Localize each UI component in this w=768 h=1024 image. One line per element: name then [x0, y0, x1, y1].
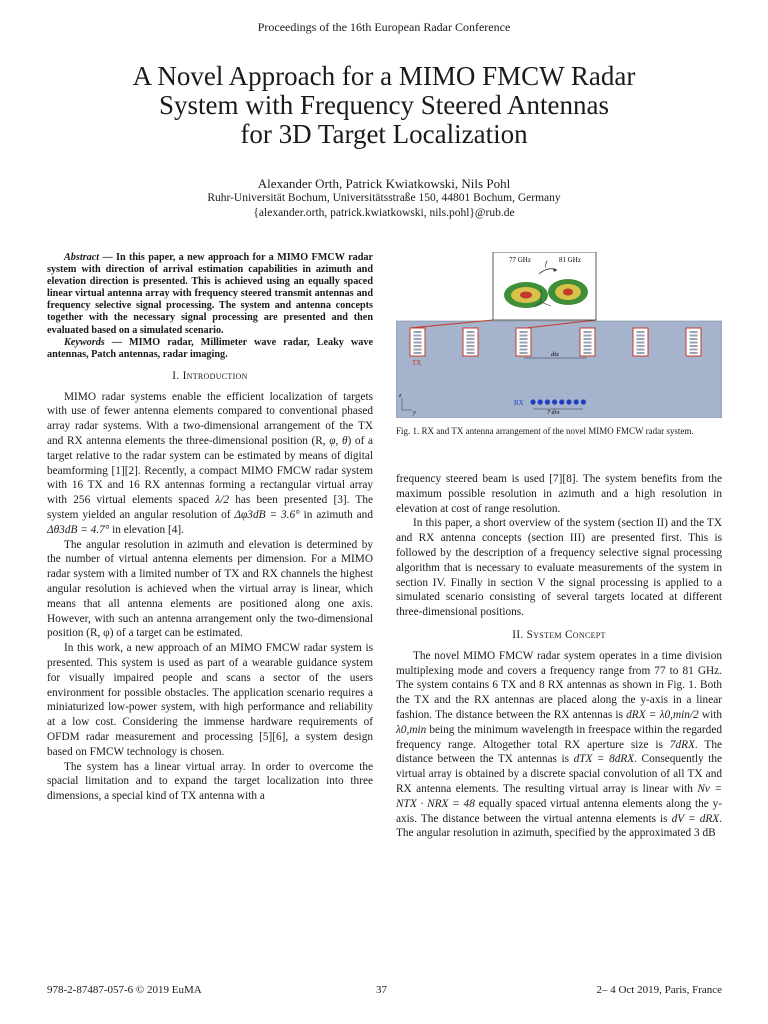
title-line-3: for 3D Target Localization [240, 119, 528, 149]
label-77ghz: 77 GHz [509, 256, 531, 264]
intro-resolution-elevation: Δθ3dB = 4.7° [47, 523, 110, 536]
label-7drx: 7 drx [547, 410, 560, 416]
tx-patch [467, 335, 475, 337]
abstract-label: Abstract [64, 252, 100, 263]
concept-part-1: The novel MIMO FMCW radar system operates in a time division multiplexing mode and covers a frequency range from 77 to 81 GHz. The system contains 6 TX and 8 RX antennas as shown in Fig. 1. Both the TX and the RX antennas are placed along the y-axis in a linear fashion. The distance between the RX antennas is [396, 649, 722, 721]
beam-77ghz-peak [520, 292, 532, 299]
tx-patch [584, 345, 592, 347]
tx-patch [584, 331, 592, 333]
right-paragraph-1: frequency steered beam is used [7][8]. The system benefits from the maximum possible resolution in azimuth and a high resolution in elevation at cost of range resolution. [396, 473, 722, 515]
tx-patch [467, 338, 475, 340]
intro-p1-part-c: has been presented [3]. The system yielded an angular resolution of [47, 494, 373, 522]
intro-p1-part-d: in azimuth and [299, 509, 373, 522]
math-nv: Nv = NTX · NRX = 48 [396, 782, 722, 810]
author-emails: {alexander.orth, patrick.kwiatkowski, nils.pohl}@rub.de [253, 207, 515, 219]
label-tx: TX [412, 359, 422, 367]
keywords [47, 337, 373, 361]
rx-antenna [559, 399, 564, 404]
tx-patch [414, 349, 422, 351]
tx-patch [584, 335, 592, 337]
rx-antenna [574, 399, 579, 404]
tx-patch [414, 331, 422, 333]
affiliation: Ruhr-Universität Bochum, Universitätsstraße 150, 44801 Bochum, Germany [207, 192, 561, 204]
math-aperture: 7dRX [669, 738, 695, 751]
rx-antenna [552, 399, 557, 404]
intro-p1-part-a: MIMO radar systems enable the efficient localization of targets with use of fewer antenna elements compared to conventional phased array radar systems. With a two-dimensional arrangement of the TX and RX antenna elements the three-dimensional position (R, [47, 390, 373, 448]
footer-isbn: 978-2-87487-057-6 © 2019 EuMA [47, 984, 202, 996]
tx-patch [520, 345, 528, 347]
label-rx: RX [514, 399, 524, 407]
keywords-text: — MIMO radar, Millimeter wave radar, Leaky wave antennas, Patch antennas, radar imaging. [47, 336, 374, 360]
tx-patch [467, 352, 475, 354]
figure-caption: Fig. 1. RX and TX antenna arrangement of the novel MIMO FMCW radar system. [396, 426, 694, 436]
intro-lambda-half: λ/2 [215, 494, 230, 507]
tx-patch [520, 349, 528, 351]
author-list: Alexander Orth, Patrick Kwiatkowski, Nils Pohl [257, 176, 511, 191]
right-paragraph-2: In this paper, a short overview of the system (section II) and the TX and RX antenna concepts (section III) are presented first. This is followed by the description of a frequency selective signal processing algorithm that is necessary to evaluate measurements of the system in section IV. Finally in section V the signal processing is applied to a simulated scenario consisting of several targets located at different three-dimensional positions. [396, 517, 722, 619]
label-frequency: f [545, 260, 547, 268]
intro-p1-part-b: ) of a target relative to the radar system can be estimated by means of digital beamforming [1][2]. Recently, a compact MIMO FMCW radar system with 16 TX and 16 RX antennas forming a rectangular virtual array with 256 virtual elements spaced [47, 435, 373, 507]
label-dtx: dtx [551, 351, 559, 358]
board-label-z: z [399, 393, 402, 399]
tx-patch [637, 335, 645, 337]
tx-patch [520, 352, 528, 354]
tx-patch [520, 338, 528, 340]
tx-patch [690, 338, 698, 340]
running-header: Proceedings of the 16th European Radar Conference [257, 20, 511, 34]
tx-patch [637, 342, 645, 344]
tx-patch [520, 335, 528, 337]
tx-patch [414, 345, 422, 347]
tx-patch [520, 342, 528, 344]
tx-patch [467, 349, 475, 351]
math-lambda-min: λ0,min [396, 723, 427, 736]
tx-patch [690, 349, 698, 351]
beam-81ghz-peak [563, 289, 573, 296]
intro-paragraph-3: In this work, a new approach of an MIMO FMCW radar system is presented. This system is used as part of a wearable guidance system for visually impaired people and scans a sector of the users environment for possible obstacles. The application scenario requires a miniaturized low-power system, with high performance and reliability at a low cost. Considering the immense hardware requirements of OFDM radar measurement and processing [5][6], a system design based on FMCW technology is chosen. [47, 642, 373, 758]
rx-antenna [530, 399, 535, 404]
intro-paragraph-2: The angular resolution in azimuth and elevation is determined by the number of virtual antenna elements per dimension. For a MIMO radar system with a limited number of TX and RX channels the highest angular resolution is achieved when the virtual array is linear, which means that all antenna elements are positioned along one axis. However, with such an antenna arrangement only the two-dimensional position (R, φ) of a target can be estimated. [47, 538, 373, 640]
left-column [47, 252, 373, 804]
intro-p1-part-e: in elevation [4]. [109, 523, 184, 536]
tx-patch [690, 342, 698, 344]
rx-antenna [538, 399, 543, 404]
tx-patch [414, 335, 422, 337]
intro-angles: φ, θ [329, 435, 348, 448]
tx-patch [414, 342, 422, 344]
footer-conference-date: 2– 4 Oct 2019, Paris, France [596, 984, 722, 996]
title-line-1: A Novel Approach for a MIMO FMCW Radar [132, 61, 636, 91]
section-heading-system-concept: II. System Concept [512, 628, 606, 641]
concept-part-3: being the minimum wavelength in freespace within the regarded frequency range. Altogether total RX aperture size is [396, 723, 722, 751]
tx-patch [467, 331, 475, 333]
tx-patch [637, 349, 645, 351]
tx-patch [414, 338, 422, 340]
label-81ghz: 81 GHz [559, 256, 581, 264]
abstract-text: — In this paper, a new approach for a MIMO FMCW radar system with direction of arrival estimation capabilities in azimuth and elevation direction is presented. This is achieved using an equally spaced linear virtual antenna array with frequency steered transmit antennas and frequency selective signal processing. The system and antenna concepts together with the necessary signal processing are presented and then evaluated based on a simulated scenario. [47, 252, 373, 336]
concept-part-2: with [698, 708, 722, 721]
tx-patch [467, 342, 475, 344]
rx-antenna [566, 399, 571, 404]
concept-part-7: . The angular resolution in azimuth, specified by the approximated 3 dB [396, 812, 722, 840]
page-number: 37 [376, 984, 387, 996]
tx-patch [690, 335, 698, 337]
tx-patch [637, 331, 645, 333]
tx-patch [584, 342, 592, 344]
tx-patch [637, 352, 645, 354]
tx-patch [637, 345, 645, 347]
math-dv: dV = dRX [671, 812, 720, 825]
rx-antenna [581, 399, 586, 404]
tx-patch [520, 331, 528, 333]
tx-patch [467, 345, 475, 347]
figure-1-antenna-arrangement [396, 252, 722, 418]
math-drx: dRX = λ0,min/2 [626, 708, 699, 721]
tx-patch [584, 352, 592, 354]
keywords-label: Keywords [64, 336, 105, 348]
right-column [396, 472, 722, 841]
concept-part-5: . Consequently the virtual array is obtained by a discrete spacial convolution of all TX and RX antenna elements. The resulting virtual array is linear with [396, 753, 723, 795]
concept-part-6: equally spaced virtual antenna elements along the y-axis. The distance between the virtual antenna elements is [396, 797, 722, 825]
intro-resolution-azimuth: Δφ3dB = 3.6° [234, 509, 300, 522]
intro-paragraph-4: The system has a linear virtual array. In order to overcome the spacial limitation and to expand the target localization into three dimensions, a special kind of TX antenna with a [47, 760, 373, 803]
tx-patch [690, 331, 698, 333]
tx-patch [584, 349, 592, 351]
tx-patch [690, 345, 698, 347]
pcb-board [396, 321, 722, 418]
intro-paragraph-1 [47, 390, 373, 538]
tx-patch [637, 338, 645, 340]
concept-paragraph-1 [396, 649, 722, 841]
paper-title [40, 62, 728, 149]
board-label-y: y [413, 410, 416, 416]
tx-patch [414, 352, 422, 354]
concept-part-4: . The distance between the TX antennas is [396, 738, 722, 766]
title-line-2: System with Frequency Steered Antennas [159, 90, 609, 120]
rx-antenna [545, 399, 550, 404]
math-dtx: dTX = 8dRX [573, 753, 635, 766]
section-heading-introduction: I. Introduction [172, 369, 248, 382]
abstract [47, 252, 373, 337]
tx-patch [584, 338, 592, 340]
tx-patch [690, 352, 698, 354]
